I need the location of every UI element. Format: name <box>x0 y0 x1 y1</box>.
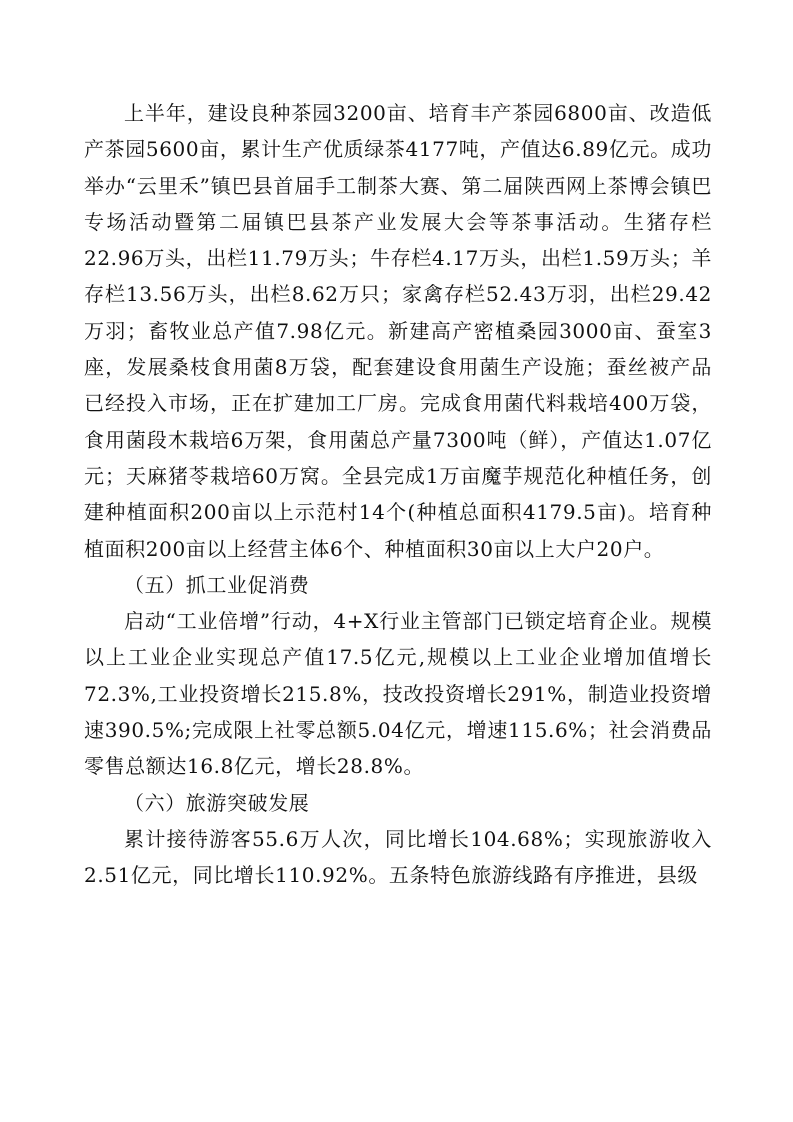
section-heading-tourism: （六）旅游突破发展 <box>124 790 310 815</box>
document-page <box>84 95 712 894</box>
section-heading-industry: （五）抓工业促消费 <box>124 572 310 597</box>
paragraph-agriculture: 上半年，建设良种茶园3200亩、培育丰产茶园6800亩、改造低产茶园5600亩，累计生产优质绿茶4177吨，产值达6.89亿元。成功举办“云里禾”镇巴县首届手工制茶大赛、第二届陕西网上茶博会镇巴专场活动暨第二届镇巴县茶产业发展大会等茶事活动。生猪存栏22.96万头，出栏11.79万头；牛存栏4.17万头，出栏1.59万头；羊存栏13.56万头，出栏8.62万只；家禽存栏52.43万羽，出栏29.42万羽；畜牧业总产值7.98亿元。新建高产密植桑园3000亩、蚕室3座，发展桑枝食用菌8万袋，配套建设食用菌生产设施；蚕丝被产品已经投入市场，正在扩建加工厂房。完成食用菌代料栽培400万袋，食用菌段木栽培6万架，食用菌总产量7300吨（鲜），产值达1.07亿元；天麻猪苓栽培60万窝。全县完成1万亩魔芋规范化种植任务，创建种植面积200亩以上示范村14个(种植总面积4179.5亩)。培育种植面积200亩以上经营主体6个、种植面积30亩以上大户20户。 <box>84 101 712 561</box>
paragraph-industry: 启动“工业倍增”行动，4+X行业主管部门已锁定培育企业。规模以上工业企业实现总产值17.5亿元,规模以上工业企业增加值增长72.3%,工业投资增长215.8%，技改投资增长291%，制造业投资增速390.5%;完成限上社零总额5.04亿元，增速115.6%；社会消费品零售总额达16.8亿元，增长28.8%。 <box>84 609 712 779</box>
paragraph-tourism: 累计接待游客55.6万人次，同比增长104.68%；实现旅游收入2.51亿元，同比增长110.92%。五条特色旅游线路有序推进，县级 <box>84 826 712 888</box>
